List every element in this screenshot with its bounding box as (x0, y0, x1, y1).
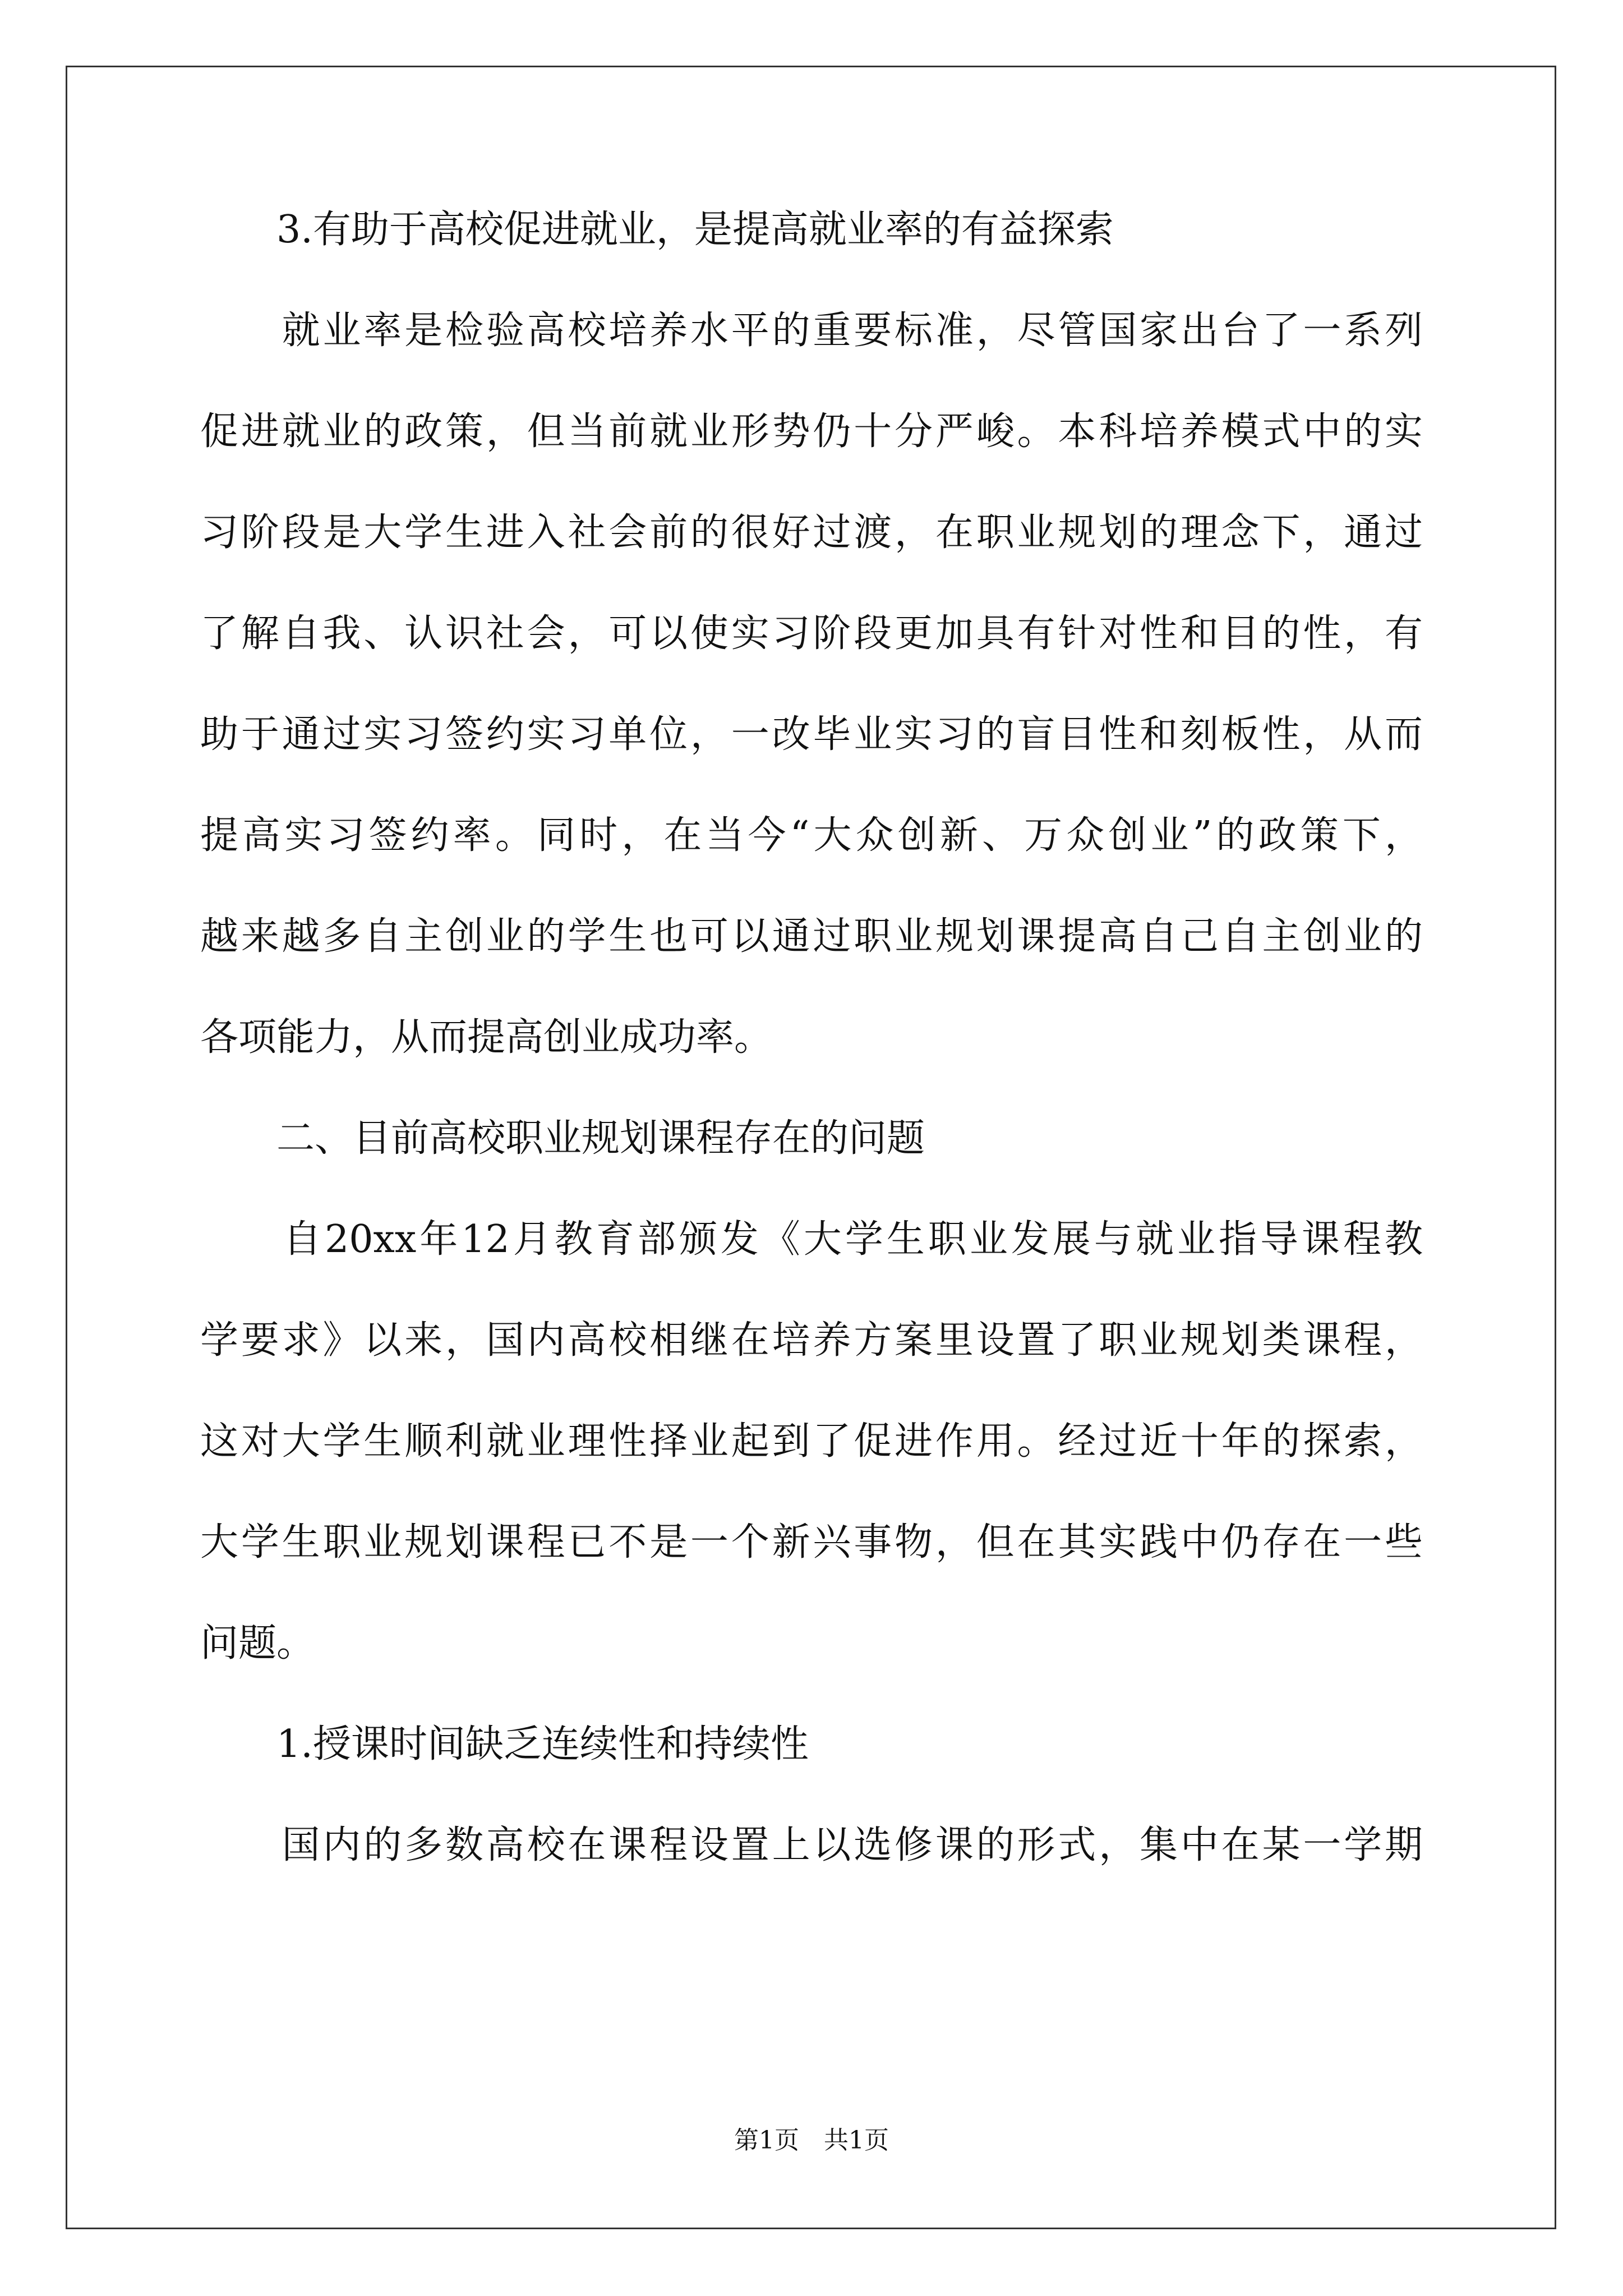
paragraph-line: 了解自我、认识社会，可以使实习阶段更加具有针对性和目的性，有 (200, 611, 1423, 656)
paragraph-line: 自20xx年12月教育部颁发《大学生职业发展与就业指导课程教 (200, 1217, 1423, 1262)
paragraph-line: 习阶段是大学生进入社会前的很好过渡，在职业规划的理念下，通过 (200, 510, 1423, 555)
section-heading: 二、目前高校职业规划课程存在的问题 (200, 1116, 925, 1161)
paragraph-line: 问题。 (200, 1621, 315, 1665)
paragraph-line: 助于通过实习签约实习单位，一改毕业实习的盲目性和刻板性，从而 (200, 712, 1423, 757)
heading-3: 3.有助于高校促进就业，是提高就业率的有益探索 (200, 208, 1114, 252)
paragraph-line: 各项能力，从而提高创业成功率。 (200, 1015, 773, 1060)
paragraph-line: 国内的多数高校在课程设置上以选修课的形式，集中在某一学期 (200, 1823, 1423, 1867)
page-number: 第1页 共1页 (734, 2126, 889, 2155)
paragraph-line: 促进就业的政策，但当前就业形势仍十分严峻。本科培养模式中的实 (200, 409, 1423, 454)
paragraph-line: 越来越多自主创业的学生也可以通过职业规划课提高自己自主创业的 (200, 914, 1423, 959)
paragraph-line: 学要求》以来，国内高校相继在培养方案里设置了职业规划类课程， (200, 1318, 1423, 1363)
paragraph-line: 这对大学生顺利就业理性择业起到了促进作用。经过近十年的探索， (200, 1419, 1423, 1464)
paragraph-line: 就业率是检验高校培养水平的重要标准，尽管国家出台了一系列 (200, 309, 1423, 353)
page-footer (0, 2125, 1623, 2156)
subheading-1: 1.授课时间缺乏连续性和持续性 (200, 1722, 809, 1766)
paragraph-line: 提高实习签约率。同时，在当今“大众创新、万众创业”的政策下， (200, 813, 1423, 858)
paragraph-line: 大学生职业规划课程已不是一个新兴事物，但在其实践中仍存在一些 (200, 1520, 1423, 1565)
